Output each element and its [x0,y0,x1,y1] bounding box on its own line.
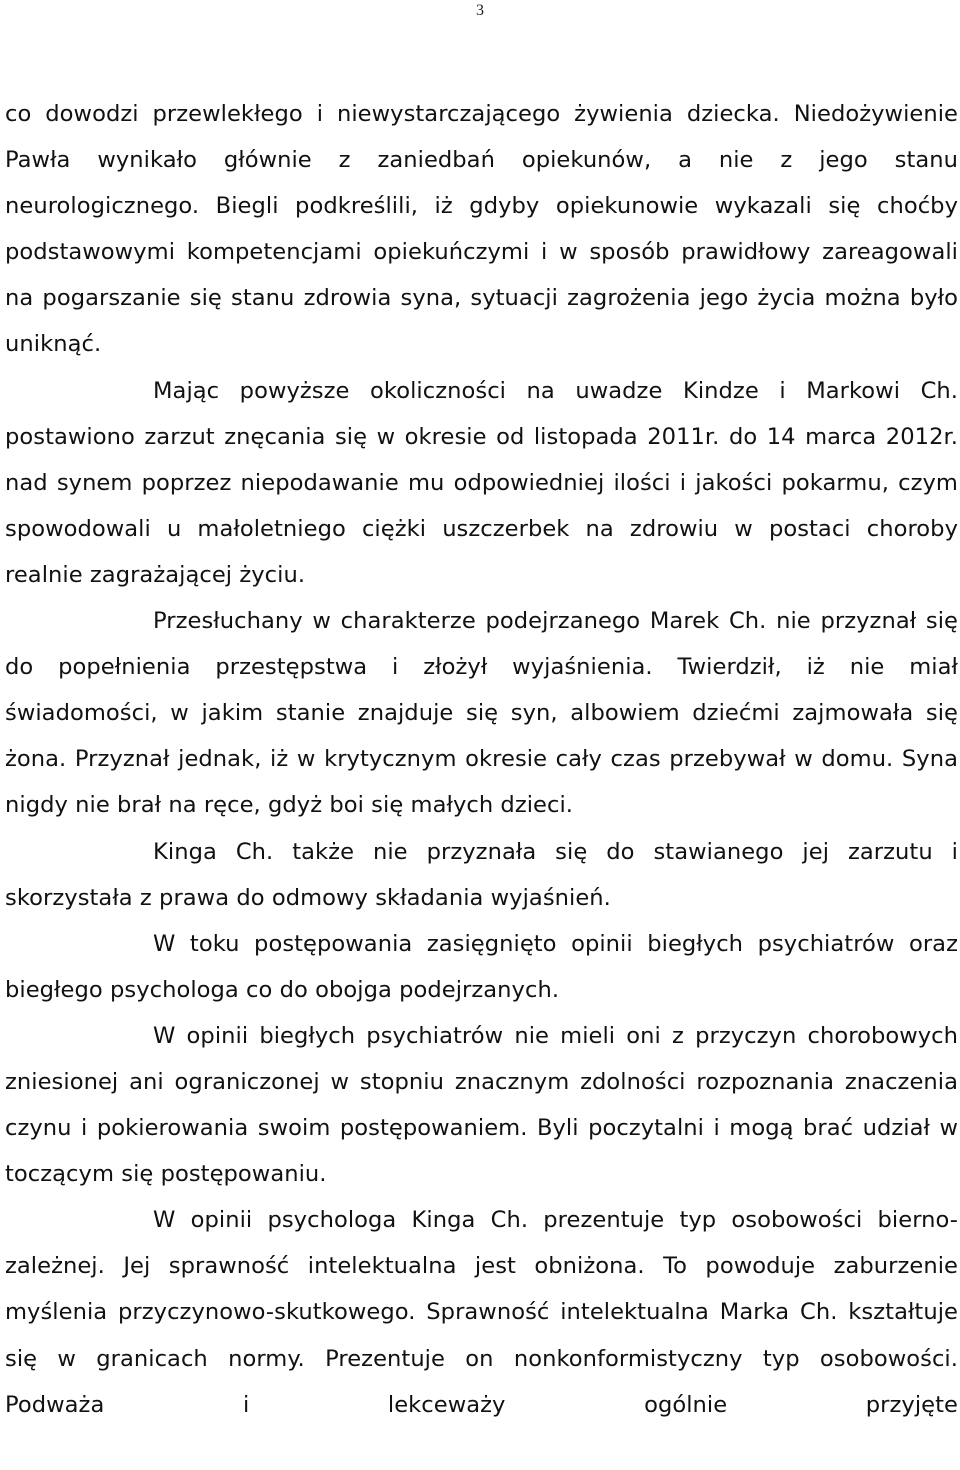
paragraph: Przesłuchany w charakterze podejrzanego Marek Ch. nie przyznał się do popełnienia przestępstwa i złożył wyjaśnienia. Twierdził, iż nie miał świadomości, w jakim stanie znajduje się syn, albowiem dziećmi zajmowała się żona. Przyznał jednak, iż w krytycznym okresie cały czas przebywał w domu. Syna nigdy nie brał na ręce, gdyż boi się małych dzieci. [5,608,958,819]
paragraph: Kinga Ch. także nie przyznała się do stawianego jej zarzutu i skorzystała z prawa do odmowy składania wyjaśnień. [5,838,958,911]
paragraph: W opinii psychologa Kinga Ch. prezentuje typ osobowości bierno-zależnej. Jej sprawność intelektualna jest obniżona. To powoduje zaburzenie myślenia przyczynowo-skutkowego. Sprawność intelektualna Marka Ch. kształtuje się w granicach normy. Prezentuje on nonkonformistyczny typ osobowości. Podważa i lekceważy ogólnie przyjęte [5,1207,958,1418]
paragraph: W toku postępowania zasięgnięto opinii biegłych psychiatrów oraz biegłego psychologa co do obojga podejrzanych. [5,930,958,1003]
page-number: 3 [476,2,484,19]
paragraph: Mając powyższe okoliczności na uwadze Kindze i Markowi Ch. postawiono zarzut znęcania się w okresie od listopada 2011r. do 14 marca 2012r. nad synem poprzez niepodawanie mu odpowiedniej ilości i jakości pokarmu, czym spowodowali u małoletniego ciężki uszczerbek na zdrowiu w postaci choroby realnie zagrażającej życiu. [5,377,958,588]
paragraph: W opinii biegłych psychiatrów nie mieli oni z przyczyn chorobowych zniesionej ani ograniczonej w stopniu znacznym zdolności rozpoznania znaczenia czynu i pokierowania swoim postępowaniem. Byli poczytalni i mogą brać udział w toczącym się postępowaniu. [5,1022,958,1188]
document-body [5,91,958,1428]
paragraph: co dowodzi przewlekłego i niewystarczającego żywienia dziecka. Niedożywienie Pawła wynikało głównie z zaniedbań opiekunów, a nie z jego stanu neurologicznego. Biegli podkreślili, iż gdyby opiekunowie wykazali się choćby podstawowymi kompetencjami opiekuńczymi i w sposób prawidłowy zareagowali na pogarszanie się stanu zdrowia syna, sytuacji zagrożenia jego życia można było uniknąć. [5,101,958,358]
